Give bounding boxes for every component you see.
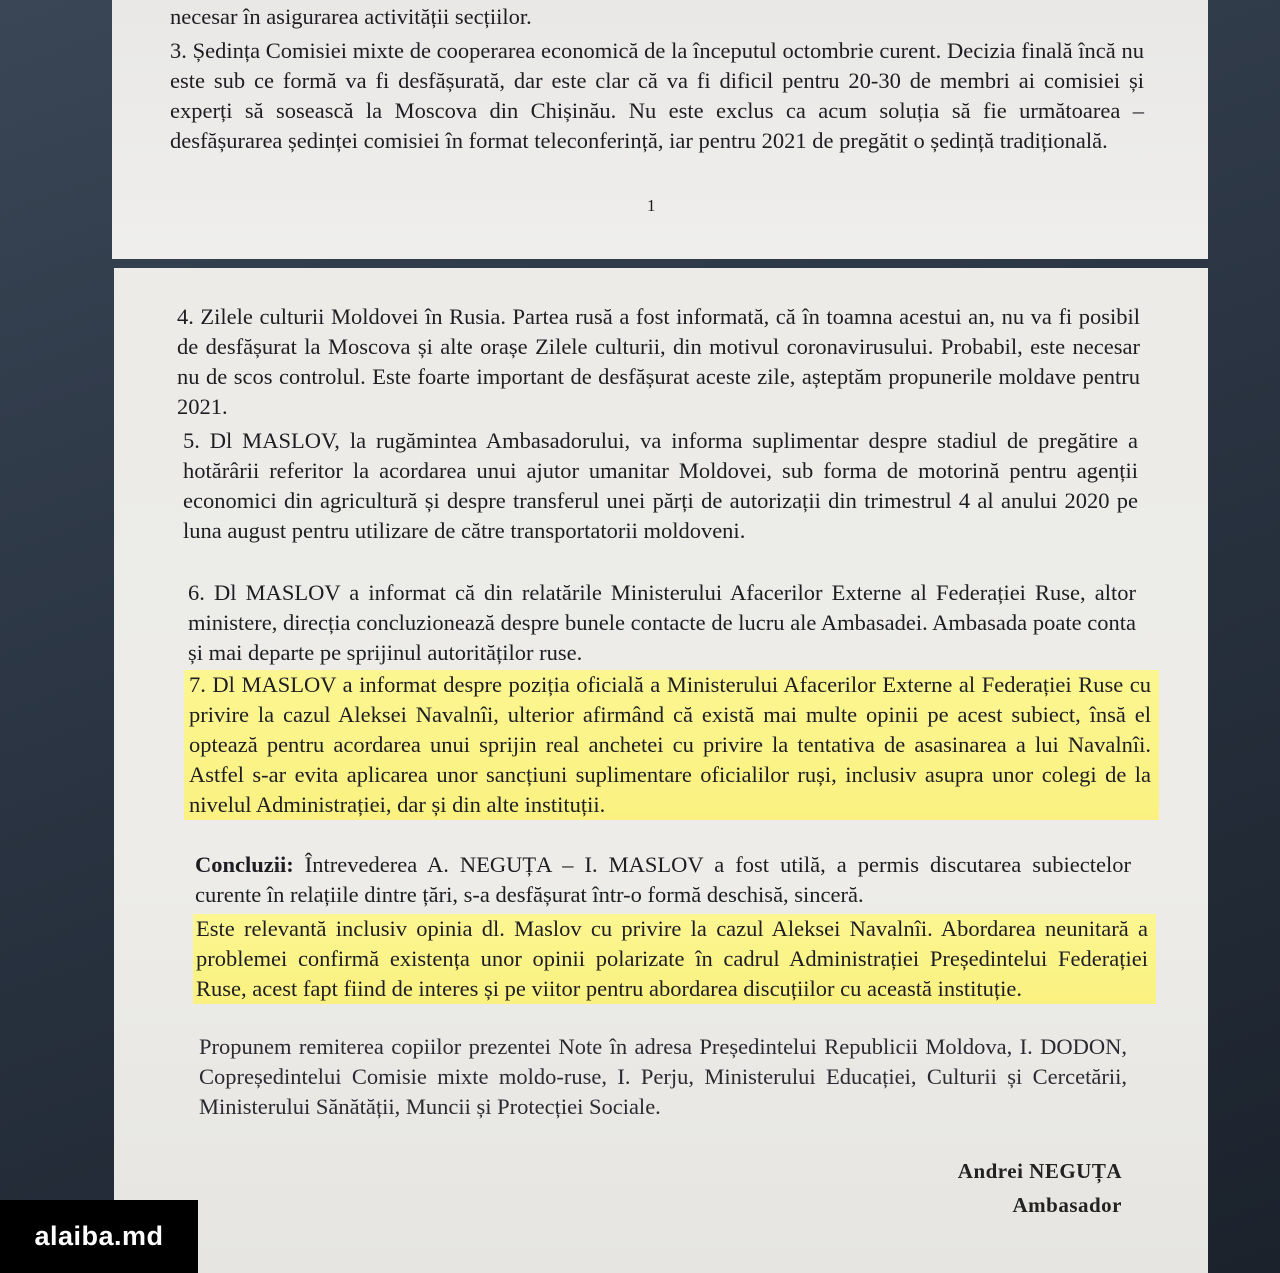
- paragraph-proposal: Propunem remiterea copiilor prezentei Note în adresa Președintelui Republicii Moldova, I. DODON, Copreședintelui Comisie mixte moldo-ruse, I. Perju, Ministerului Educației, Culturii și Cercetării, Ministerului Sănătății, Muncii și Protecției Sociale.: [199, 1034, 1127, 1119]
- page-number: 1: [647, 196, 656, 215]
- paragraph-item-3: 3. Ședința Comisiei mixte de cooperarea economică de la începutul octombrie curent. Decizia finală încă nu este sub ce formă va fi desfășurată, dar este clar că va fi dificil pentru 20-30 de membri ai comisiei și experți să sosească la Moscova din Chișinău. Nu este exclus ca acum soluția să fie următoarea – desfășurarea ședinței comisiei în format teleconferință, iar pentru 2021 de pregătit o ședință tradițională.: [170, 38, 1144, 153]
- signature-block: [958, 1154, 1122, 1222]
- paragraph-conclusion: [195, 850, 1131, 910]
- document-page-top: [112, 0, 1208, 259]
- paragraph-item-5: 5. Dl MASLOV, la rugămintea Ambasadorului, va informa suplimentar despre stadiul de pregătire a hotărârii referitor la acordarea unui ajutor umanitar Moldovei, sub forma de motorină pentru agenții economici din agricultură și despre transferul unei părți de autorizații din trimestrul 4 al anului 2020 pe luna august pentru utilizare de către transportatorii moldoveni.: [183, 428, 1138, 543]
- conclusion-label: Concluzii:: [195, 852, 294, 877]
- paragraph-item-7-highlighted: 7. Dl MASLOV a informat despre poziția oficială a Ministerului Afacerilor Externe al Federației Ruse cu privire la cazul Aleksei Navalnîi, ulterior afirmând că există mai multe opinii pe acest subiect, însă el optează pentru acordarea unui sprijin real anchetei cu privire la tentativa de asasinarea a lui Navalnîi. Astfel s-ar evita aplicarea unor sancțiuni suplimentare oficialilor ruși, inclusiv asupra unor colegi de la nivelul Administrației, dar și din alte instituții.: [184, 670, 1159, 820]
- conclusion-text: Întrevederea A. NEGUȚA – I. MASLOV a fost utilă, a permis discutarea subiectelor curente în relațiile dintre țări, s-a desfășurat într-o formă deschisă, sinceră.: [195, 852, 1131, 907]
- signature-title: Ambasador: [1012, 1193, 1122, 1217]
- paragraph-item-6: 6. Dl MASLOV a informat că din relatările Ministerului Afacerilor Externe al Federației Ruse, altor ministere, direcția concluzionează despre bunele contacte de lucru ale Ambasadei. Ambasada poate conta și mai departe pe sprijinul autorităților ruse.: [188, 580, 1136, 665]
- paragraph-item-4: 4. Zilele culturii Moldovei în Rusia. Partea rusă a fost informată, că în toamna acestui an, nu va fi posibil de desfășurat la Moscova și alte orașe Zilele culturii, din motivul coronavirusului. Probabil, este necesar nu de scos controlul. Este foarte important de desfășurat aceste zile, așteptăm propunerile moldave pentru 2021.: [177, 304, 1140, 419]
- paragraph-relevant-highlighted: Este relevantă inclusiv opinia dl. Maslov cu privire la cazul Aleksei Navalnîi. Abordarea neunitară a problemei confirmă existența unor opinii polarizate în cadrul Administrației Președintelui Federației Ruse, acest fapt fiind de interes și pe viitor pentru abordarea discuțiilor cu această instituție.: [193, 914, 1156, 1004]
- signature-name: Andrei NEGUȚA: [957, 1159, 1122, 1183]
- document-page-bottom: [114, 268, 1208, 1273]
- paragraph-top-line: necesar în asigurarea activității secțiilor.: [170, 4, 532, 29]
- watermark-logo: alaiba.md: [0, 1200, 198, 1273]
